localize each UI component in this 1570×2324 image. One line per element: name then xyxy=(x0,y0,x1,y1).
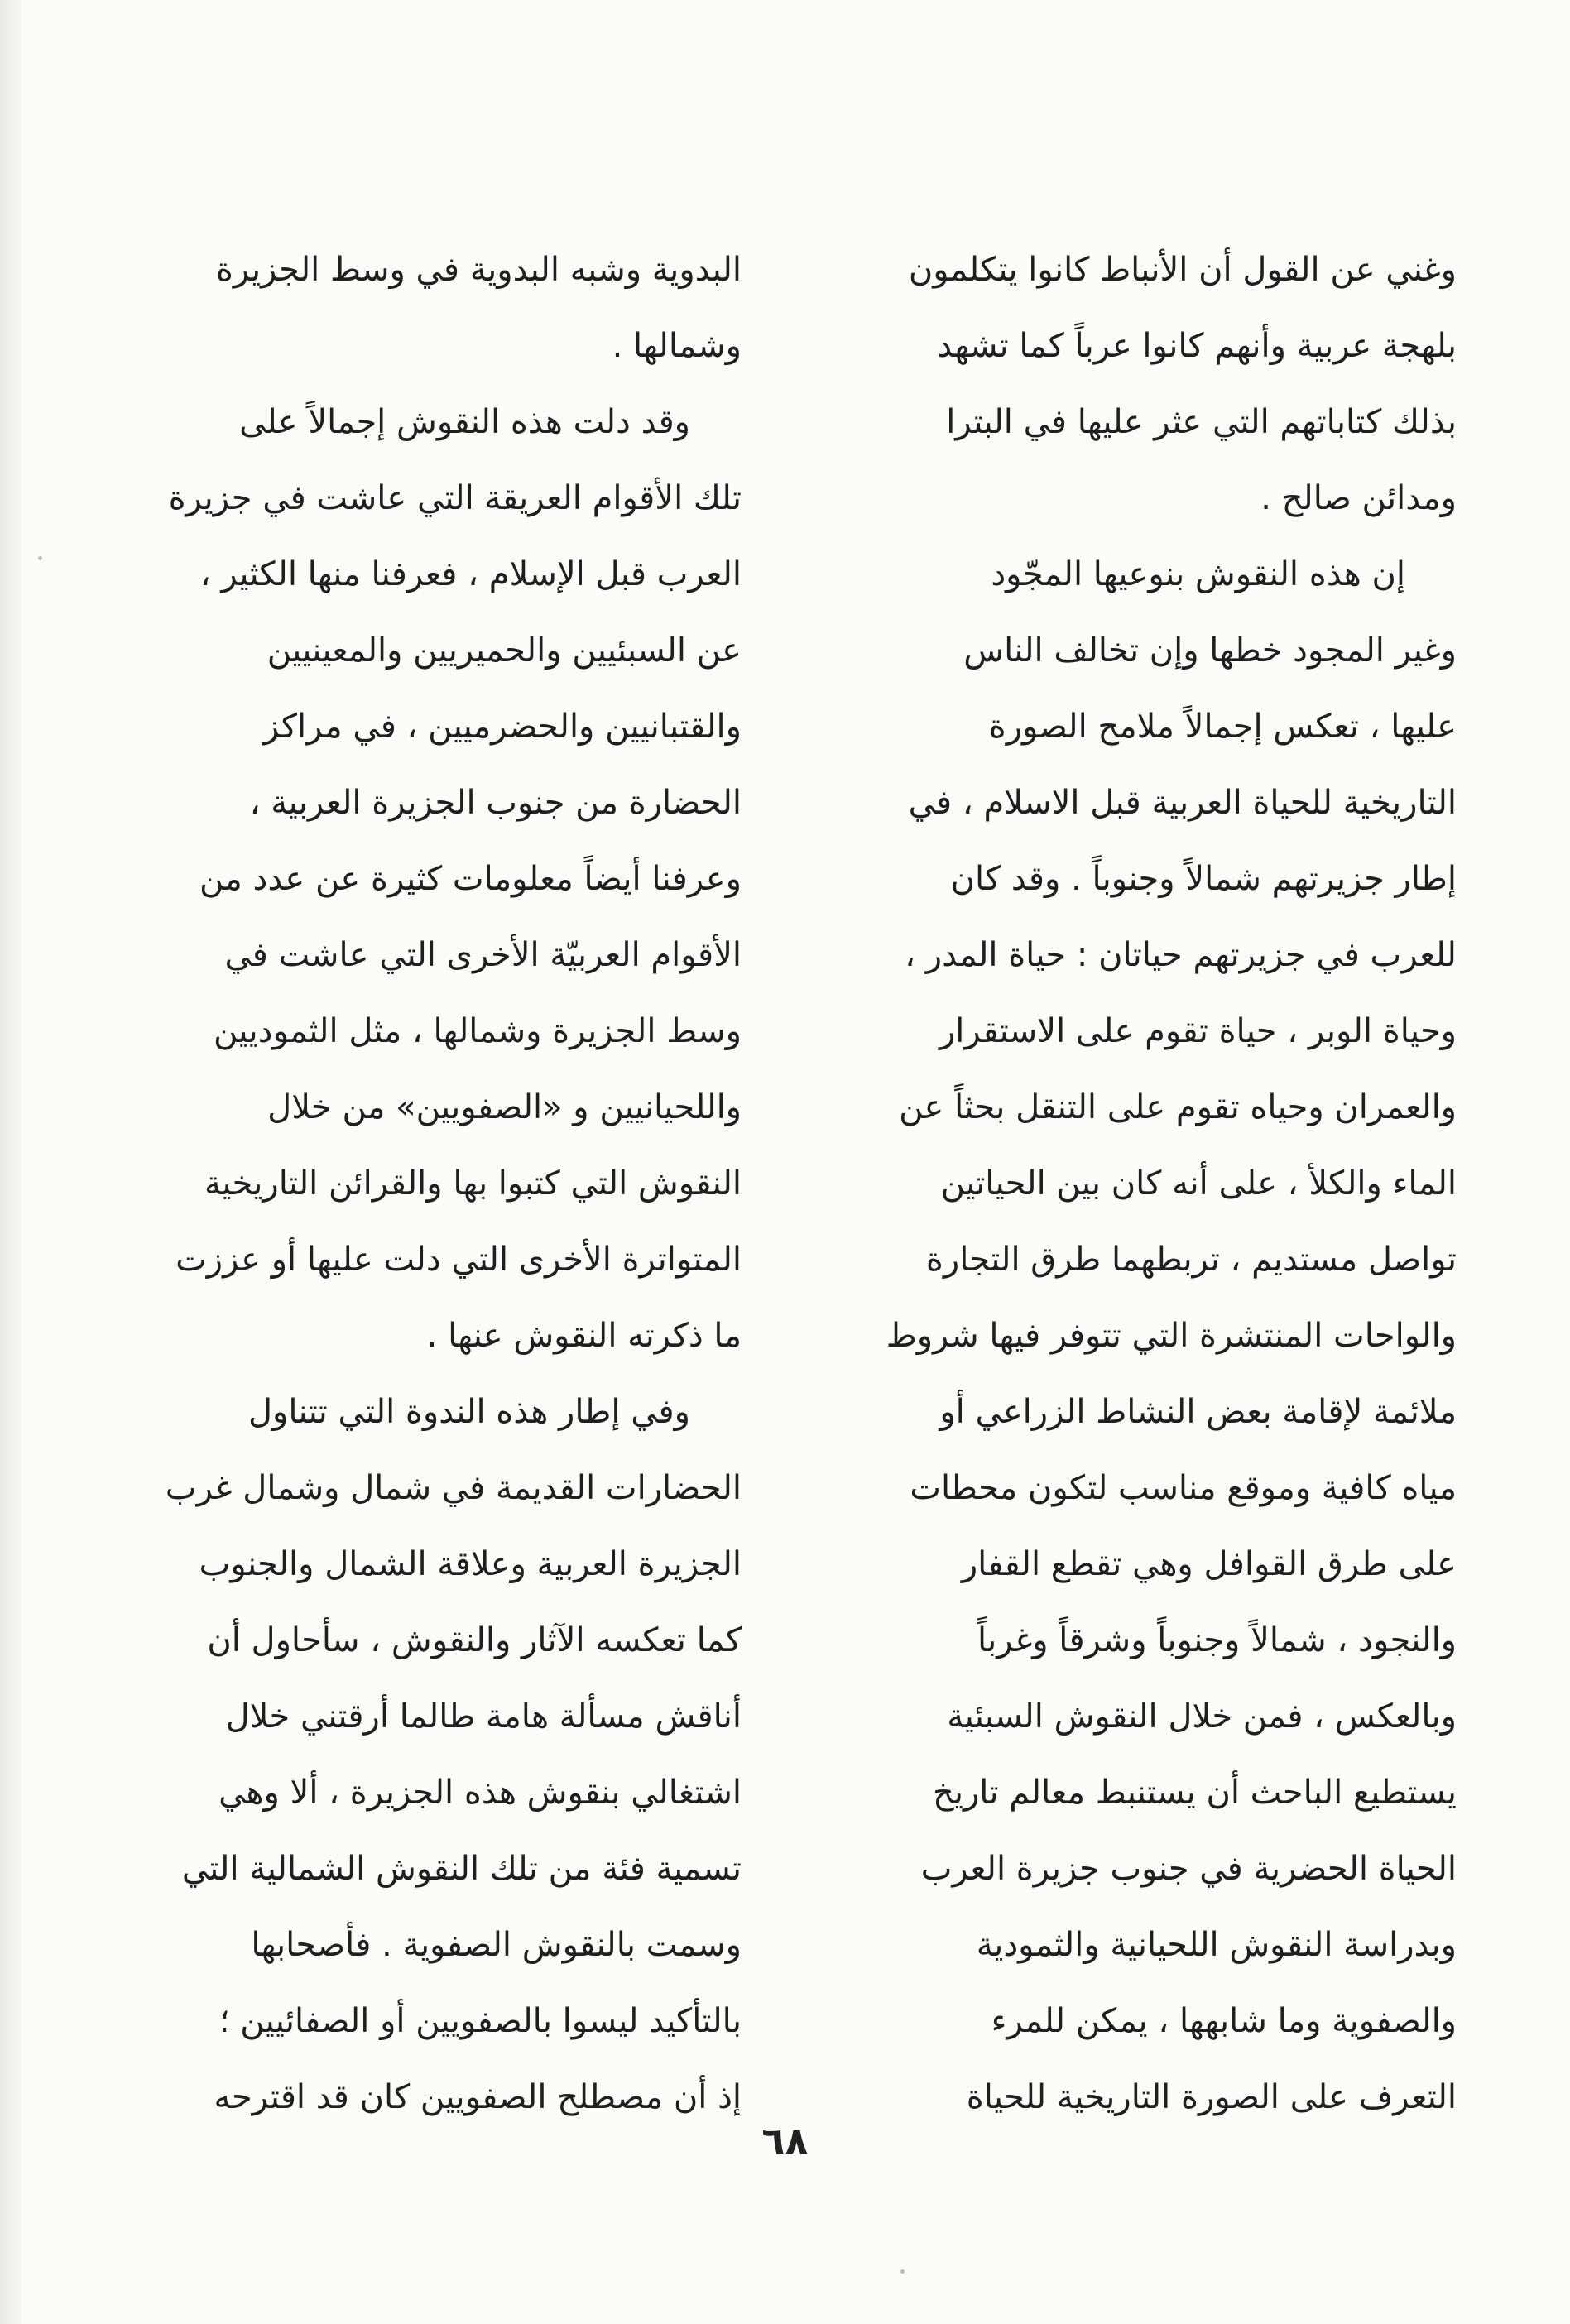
text-line: اشتغالي بنقوش هذه الجزيرة ، ألا وهي xyxy=(218,1774,742,1812)
text-line: وغير المجود خطها وإن تخالف الناس xyxy=(963,631,1457,670)
text-line: بذلك كتاباتهم التي عثر عليها في البترا xyxy=(946,403,1457,441)
text-line: كما تعكسه الآثار والنقوش ، سأحاول أن xyxy=(207,1621,742,1659)
text-line: وفي إطار هذه الندوة التي تتناول xyxy=(247,1393,690,1431)
text-line: وشمالها . xyxy=(612,327,742,365)
text-line: ما ذكرته النقوش عنها . xyxy=(426,1317,742,1355)
text-line: النقوش التي كتبوا بها والقرائن التاريخية xyxy=(204,1164,742,1203)
scan-speck xyxy=(900,2269,905,2274)
text-line: ومدائن صالح . xyxy=(1260,479,1457,517)
text-line: تواصل مستديم ، تربطهما طرق التجارة xyxy=(925,1241,1457,1279)
scan-speck xyxy=(38,556,42,560)
text-line: والواحات المنتشرة التي تتوفر فيها شروط xyxy=(886,1317,1457,1355)
text-line: إطار جزيرتهم شمالاً وجنوباً . وقد كان xyxy=(950,860,1457,898)
text-line: الماء والكلأ ، على أنه كان بين الحياتين xyxy=(940,1164,1457,1203)
text-line: التاريخية للحياة العربية قبل الاسلام ، في xyxy=(908,784,1457,822)
text-line: الأقوام العربيّة الأخرى التي عاشت في xyxy=(224,936,742,974)
text-line: عن السبئيين والحميريين والمعينيين xyxy=(266,631,742,670)
text-line: وقد دلت هذه النقوش إجمالاً على xyxy=(239,403,690,441)
text-line: للعرب في جزيرتهم حياتان : حياة المدر ، xyxy=(905,936,1457,974)
text-line: على طرق القوافل وهي تقطع القفار xyxy=(961,1545,1457,1583)
text-line: تلك الأقوام العريقة التي عاشت في جزيرة xyxy=(168,479,742,517)
text-line: الجزيرة العربية وعلاقة الشمال والجنوب xyxy=(199,1545,742,1583)
text-line: وبالعكس ، فمن خلال النقوش السبئية xyxy=(947,1697,1457,1736)
text-line: وحياة الوبر ، حياة تقوم على الاستقرار xyxy=(939,1012,1457,1050)
text-line: عليها ، تعكس إجمالاً ملامح الصورة xyxy=(988,708,1457,746)
text-line: مياه كافية وموقع مناسب لتكون محطات xyxy=(910,1469,1457,1507)
page-edge-shadow xyxy=(0,0,22,2324)
text-line: والعمران وحياه تقوم على التنقل بحثاً عن xyxy=(899,1088,1457,1126)
text-line: والصفوية وما شابهها ، يمكن للمرء xyxy=(991,2002,1457,2040)
page-number: ٦٨ xyxy=(761,2119,809,2163)
text-line: إذ أن مصطلح الصفويين كان قد اقترحه xyxy=(214,2078,742,2116)
text-line: التعرف على الصورة التاريخية للحياة xyxy=(966,2078,1457,2116)
text-line: والنجود ، شمالاً وجنوباً وشرقاً وغرباً xyxy=(977,1621,1457,1659)
text-line: أناقش مسألة هامة طالما أرقتني خلال xyxy=(225,1697,742,1736)
left-text-column xyxy=(113,232,742,2135)
text-line: بالتأكيد ليسوا بالصفويين أو الصفائيين ؛ xyxy=(218,2002,742,2040)
text-line: الحضارة من جنوب الجزيرة العربية ، xyxy=(249,784,742,822)
text-line: الحضارات القديمة في شمال وشمال غرب xyxy=(165,1469,742,1507)
text-line: البدوية وشبه البدوية في وسط الجزيرة xyxy=(215,251,742,289)
text-line: وسمت بالنقوش الصفوية . فأصحابها xyxy=(251,1926,742,1964)
text-line: واللحيانيين و «الصفويين» من خلال xyxy=(267,1088,742,1126)
text-line: الحياة الحضرية في جنوب جزيرة العرب xyxy=(920,1850,1457,1888)
text-line: وغني عن القول أن الأنباط كانوا يتكلمون xyxy=(908,251,1457,289)
text-line: بلهجة عربية وأنهم كانوا عرباً كما تشهد xyxy=(937,327,1457,365)
text-line: يستطيع الباحث أن يستنبط معالم تاريخ xyxy=(933,1774,1457,1812)
text-line: وسط الجزيرة وشمالها ، مثل الثموديين xyxy=(213,1012,742,1050)
right-text-column xyxy=(828,232,1457,2135)
text-line: تسمية فئة من تلك النقوش الشمالية التي xyxy=(181,1850,742,1888)
text-line: والقتبانيين والحضرميين ، في مراكز xyxy=(262,708,742,746)
text-line: وبدراسة النقوش اللحيانية والثمودية xyxy=(976,1926,1457,1964)
text-line: العرب قبل الإسلام ، فعرفنا منها الكثير ، xyxy=(199,555,742,593)
text-line: ملائمة لإقامة بعض النشاط الزراعي أو xyxy=(939,1393,1457,1431)
text-line: وعرفنا أيضاً معلومات كثيرة عن عدد من xyxy=(199,860,742,898)
text-line: المتواترة الأخرى التي دلت عليها أو عززت xyxy=(175,1241,742,1279)
text-line: إن هذه النقوش بنوعيها المجّود xyxy=(991,555,1405,593)
